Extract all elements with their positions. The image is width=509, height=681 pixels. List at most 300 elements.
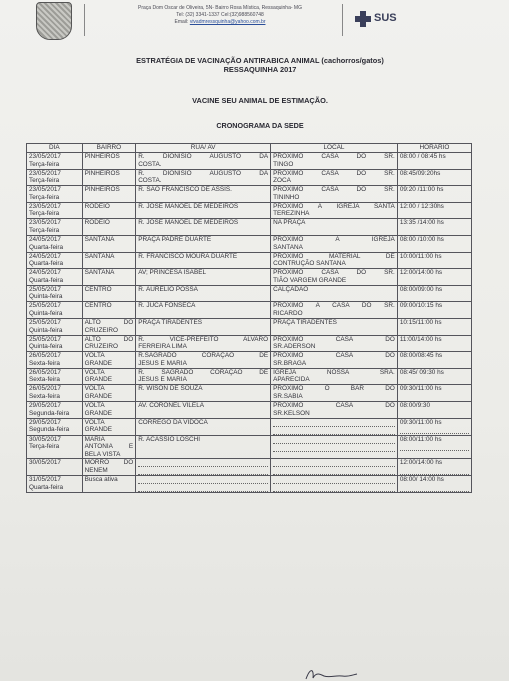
cell-dia-line: 25/05/2017 (29, 302, 61, 310)
cell-bairro (82, 318, 136, 335)
cell-horario-text: 09:30/11:00 hs (399, 385, 442, 393)
cell-horario (397, 401, 471, 418)
blank-line (273, 477, 395, 484)
cell-rua-line: R. SAGRADO CORAÇÃO DE (138, 368, 269, 376)
cell-horario-text: 12:00 / 12:30hs (399, 202, 444, 210)
cell-dia-line: Terça-feira (29, 177, 60, 185)
cell-dia (27, 418, 83, 435)
cell-bairro (82, 435, 136, 459)
cell-dia-line: 24/05/2017 (29, 235, 61, 243)
header-phone: Tel: (32) 3341-1337 Cel:(32)988560748 (176, 12, 264, 18)
cell-bairro-line: Busca ativa (84, 476, 118, 484)
cell-local-line: IGREJA NOSSA SRA. (273, 368, 395, 376)
cell-rua-line: R. JUCA FONSECA (138, 302, 196, 310)
cell-bairro-line: NENEM (84, 466, 108, 474)
cell-bairro (82, 335, 136, 352)
cell-dia-line: Quarta-feira (29, 243, 64, 251)
cell-bairro (82, 368, 136, 385)
cell-dia-line: Quinta-feira (29, 309, 63, 317)
document-title (110, 56, 410, 74)
cell-dia-line: 30/05/2017 (29, 435, 61, 443)
cell-local-line: PROXIMO CASA DO (273, 335, 395, 343)
cell-local-line: PROXIMO CASA DO SR. (273, 269, 395, 277)
cell-local-line: SR.KELSON (273, 409, 310, 417)
cell-bairro-line: MARIA (84, 435, 105, 443)
cell-horario (397, 318, 471, 335)
cell-rua-line: R.SAGRADO CORAÇÃO DE (138, 352, 269, 360)
cell-horario (397, 186, 471, 203)
header-divider-right (342, 4, 343, 36)
cell-dia (27, 459, 83, 476)
cell-local (271, 476, 398, 493)
cell-rua (136, 418, 271, 435)
municipal-crest-icon (36, 2, 72, 40)
header-email-label: Email: (174, 19, 189, 25)
blank-line (273, 428, 395, 435)
table-row (27, 302, 472, 319)
cell-bairro-line: SANTANA (84, 269, 115, 277)
cell-rua-line: FERREIRA LIMA (138, 343, 187, 351)
cell-rua-line: R. JOSE MANOEL DE MEDEIROS (138, 202, 239, 210)
document-title-line1: ESTRATÉGIA DE VACINAÇÃO ANTIRABICA ANIMAL (cachorros/gatos) (136, 56, 384, 65)
table-row (27, 368, 472, 385)
cell-dia (27, 269, 83, 286)
cell-local-line: PROXIMO CASA DO SR. (273, 153, 395, 160)
cell-rua-line: COSTA. (138, 177, 162, 185)
cell-rua (136, 368, 271, 385)
header-email: vivadmressquinha@yahoo.com.br (189, 19, 266, 25)
cell-rua-line: JESUS E MARIA (138, 376, 187, 384)
cell-bairro (82, 153, 136, 170)
header-address: Praça Dom Oscar de Oliveira, 5N- Bairro Rosa Mística, Ressaquinha- MG (138, 5, 302, 11)
cell-dia (27, 352, 83, 369)
cell-local-line: ZOCA (273, 177, 291, 185)
cell-dia-line: Terça-feira (29, 226, 60, 234)
cell-bairro-line: RODEIO (84, 202, 110, 210)
cell-bairro-line: VOLTA (84, 368, 105, 376)
cell-bairro (82, 285, 136, 302)
document-title-line2: RESSAQUINHA 2017 (223, 65, 297, 74)
table-row (27, 169, 472, 186)
cell-horario (397, 385, 471, 402)
table-row (27, 235, 472, 252)
cell-rua-line: AV. CORONEL VILELA (138, 401, 205, 409)
cell-local-line: TEREZINHA (273, 210, 310, 218)
cell-dia-line: 31/05/2017 (29, 476, 61, 484)
cell-bairro-line: ALTO DO (84, 335, 134, 343)
cell-local (271, 401, 398, 418)
cell-horario-text: 12:00/14:00 hs (399, 269, 443, 277)
blank-line (400, 427, 469, 434)
table-row (27, 252, 472, 269)
cell-dia (27, 318, 83, 335)
blank-line (273, 420, 395, 427)
table-row (27, 476, 472, 493)
cell-dia-line: Quarta-feira (29, 483, 64, 491)
cell-bairro (82, 252, 136, 269)
sus-cross-icon (355, 11, 371, 27)
cell-dia-line: 23/05/2017 (29, 202, 61, 210)
cell-horario-text: 08:00 /10:00 hs (399, 235, 444, 243)
cell-bairro (82, 385, 136, 402)
cell-dia-line: Terça-feira (29, 210, 60, 218)
blank-line (400, 468, 469, 475)
cell-dia-line: 25/05/2017 (29, 318, 61, 326)
cell-horario-text: 09:20 /11:00 hs (399, 186, 444, 194)
cell-bairro-line: BELA VISTA (84, 450, 121, 458)
table-row (27, 285, 472, 302)
blank-line (273, 468, 395, 475)
blank-line (138, 468, 268, 475)
cell-bairro-line: VOLTA (84, 385, 105, 393)
cell-dia-line: 23/05/2017 (29, 153, 61, 160)
cell-bairro (82, 235, 136, 252)
cell-rua (136, 435, 271, 459)
cell-dia-line: Segunda-feira (29, 426, 70, 434)
table-header-row (27, 144, 472, 153)
cell-dia (27, 285, 83, 302)
column-header-local: LOCAL (271, 144, 398, 153)
cell-dia-line: 26/05/2017 (29, 385, 61, 393)
cell-local (271, 235, 398, 252)
cell-horario (397, 169, 471, 186)
cell-horario-text: 08:00/08:45 hs (399, 352, 443, 360)
cell-rua (136, 318, 271, 335)
cell-bairro-line: RODEIO (84, 219, 110, 227)
cell-horario-text: 08:00/11:00 hs (399, 435, 442, 443)
cell-bairro-line: GRANDE (84, 426, 112, 434)
cell-local-line: SR.SABIA (273, 392, 303, 400)
document-subtitle: VACINE SEU ANIMAL DE ESTIMAÇÃO. (192, 96, 328, 105)
cell-bairro-line: CENTRO (84, 302, 112, 310)
cell-horario-text: 13:35 /14:00 hs (399, 219, 444, 227)
column-header-bairro: BAIRRO (82, 144, 136, 153)
cell-horario-text: 08:00/9:30 (399, 401, 431, 409)
table-row (27, 418, 472, 435)
cell-horario (397, 352, 471, 369)
cell-horario-text: 08:45/ 09:30 hs (399, 368, 444, 376)
cell-dia-line: Quinta-feira (29, 326, 63, 334)
cell-local (271, 335, 398, 352)
cell-horario-text: 10:15/11:00 hs (399, 318, 442, 326)
cell-local (271, 352, 398, 369)
cell-horario (397, 269, 471, 286)
cell-rua (136, 335, 271, 352)
table-row (27, 153, 472, 170)
cell-horario (397, 476, 471, 493)
table-row (27, 459, 472, 476)
cell-local (271, 169, 398, 186)
cell-bairro (82, 219, 136, 236)
cell-dia-line: Sexta-feira (29, 359, 60, 367)
cell-local (271, 186, 398, 203)
cell-dia (27, 186, 83, 203)
cell-rua-line: PRAÇA PADRE DUARTE (138, 235, 212, 243)
cell-local-line: PROXIMO A IGREJA (273, 235, 395, 243)
cell-dia-line: 23/05/2017 (29, 169, 61, 177)
cell-local (271, 418, 398, 435)
cell-local (271, 153, 398, 170)
cell-bairro-line: VOLTA (84, 418, 105, 426)
blank-line (273, 437, 395, 444)
cell-local-line: CONTRUÇÃO SANTANA (273, 260, 346, 268)
cell-local (271, 385, 398, 402)
cell-local (271, 435, 398, 459)
cell-horario (397, 368, 471, 385)
table-row (27, 219, 472, 236)
cell-horario-text: 08:00/09:00 hs (399, 285, 443, 293)
cell-rua-line: R. VICE-PREFEITO ALVARO (138, 335, 269, 343)
cell-dia (27, 401, 83, 418)
cell-bairro-line: PINHEIROS (84, 153, 120, 160)
cell-horario (397, 285, 471, 302)
cell-local-line: NA PRAÇA (273, 219, 306, 227)
cell-bairro-line: PINHEIROS (84, 186, 120, 194)
cell-dia-line: Quinta-feira (29, 293, 63, 301)
cell-horario (397, 153, 471, 170)
cell-horario-text: 09:30/11:00 hs (399, 418, 442, 426)
cell-local-line: TIÃO VARGEM GRANDE (273, 276, 347, 284)
cell-local-line: PROXIMO CASA DO (273, 352, 395, 360)
cell-local-line: TININHO (273, 193, 300, 201)
cell-bairro-line: CENTRO (84, 285, 112, 293)
cell-rua-line: R. DIONISIO AUGUSTO DA (138, 153, 269, 160)
cell-local-line: CALÇADÃO (273, 285, 309, 293)
cell-rua (136, 302, 271, 319)
cell-dia (27, 153, 83, 170)
cell-rua-line: COSTA. (138, 160, 162, 168)
cell-rua (136, 153, 271, 170)
cell-bairro (82, 302, 136, 319)
cell-dia (27, 385, 83, 402)
cell-horario (397, 219, 471, 236)
cell-local-line: PROXIMO CASA DO SR. (273, 169, 395, 177)
cell-bairro (82, 401, 136, 418)
cell-bairro (82, 418, 136, 435)
cell-rua (136, 476, 271, 493)
cell-rua-line: AV; PRINCESA ISABEL (138, 269, 207, 277)
letterhead (0, 0, 509, 40)
cell-dia-line: 29/05/2017 (29, 418, 61, 426)
cell-local (271, 202, 398, 219)
cell-dia-line: Terça-feira (29, 193, 60, 201)
section-title: CRONOGRAMA DA SEDE (216, 121, 304, 130)
cell-local (271, 219, 398, 236)
cell-rua (136, 235, 271, 252)
cell-bairro-line: CRUZEIRO (84, 326, 118, 334)
cell-bairro-line: CRUZEIRO (84, 343, 118, 351)
table-row (27, 186, 472, 203)
cell-bairro-line: ANTONIA E (84, 443, 134, 451)
cell-rua-line: PRAÇA TIRADENTES (138, 318, 202, 326)
cell-rua (136, 385, 271, 402)
cell-rua-line: R. DIONISIO AUGUSTO DA (138, 169, 269, 177)
column-header-horario: HORARIO (397, 144, 471, 153)
cell-dia (27, 169, 83, 186)
cell-bairro-line: ALTO DO (84, 318, 134, 326)
cell-horario-text: 08:00/ 14:00 hs (399, 476, 444, 484)
cell-local (271, 318, 398, 335)
cell-dia-line: Quarta-feira (29, 276, 64, 284)
cell-local-line: SR.BRAGA (273, 359, 307, 367)
blank-line (273, 460, 395, 467)
cell-bairro-line: GRANDE (84, 409, 112, 417)
cell-local-line: TINGO (273, 160, 294, 168)
cell-bairro (82, 202, 136, 219)
cell-local-line: RICARDO (273, 309, 303, 317)
cell-local-line: PROXIMO CASA DO (273, 401, 395, 409)
cell-bairro (82, 459, 136, 476)
cell-dia-line: 23/05/2017 (29, 219, 61, 227)
cell-horario-text: 08:45/09:20hs (399, 169, 441, 177)
cell-horario (397, 302, 471, 319)
cell-bairro (82, 269, 136, 286)
cell-horario-text: 12:00/14:00 hs (399, 459, 443, 467)
cell-dia (27, 219, 83, 236)
cell-local-line: SANTANA (273, 243, 303, 251)
signature (302, 666, 360, 681)
cell-bairro-line: GRANDE (84, 392, 112, 400)
cell-bairro-line: MORRO DO (84, 459, 134, 467)
cell-local-line: PRAÇA TIRADENTES (273, 318, 337, 326)
cell-horario (397, 335, 471, 352)
table-row (27, 435, 472, 459)
cell-local (271, 285, 398, 302)
cell-local-line: SR.ADERSON (273, 343, 316, 351)
cell-dia-line: 24/05/2017 (29, 269, 61, 277)
cell-bairro-line: VOLTA (84, 401, 105, 409)
cell-dia (27, 235, 83, 252)
cell-bairro-line: SANTANA (84, 252, 115, 260)
cell-bairro-line: SANTANA (84, 235, 115, 243)
cell-dia-line: Terça-feira (29, 443, 60, 451)
cell-dia-line: Sexta-feira (29, 376, 60, 384)
cell-dia (27, 335, 83, 352)
cell-dia-line: Sexta-feira (29, 392, 60, 400)
cell-rua (136, 186, 271, 203)
cell-dia-line: 26/05/2017 (29, 352, 61, 360)
header-email-line (90, 19, 350, 26)
cell-rua (136, 252, 271, 269)
blank-line (400, 485, 469, 492)
cell-rua (136, 202, 271, 219)
cell-horario-text: 10:00/11:00 hs (399, 252, 442, 260)
blank-line (138, 477, 268, 484)
table-row (27, 385, 472, 402)
cell-horario-text: 11:00/14:00 hs (399, 335, 442, 343)
table-row (27, 202, 472, 219)
cell-rua-line: R. ACASSIO LOSCHI (138, 435, 200, 443)
cell-rua-line: R. FRANCISCO MOURA DUARTE (138, 252, 238, 260)
cell-local-line: PROXIMO O BAR DO (273, 385, 395, 393)
cell-dia-line: Terça-feira (29, 160, 60, 168)
cell-rua-line: CORREGO DA VIDOCA (138, 418, 208, 426)
cell-rua-line: R. SÃO FRANCISCO DE ASSIS. (138, 186, 232, 194)
blank-line (400, 444, 469, 451)
cell-rua (136, 285, 271, 302)
cell-bairro (82, 476, 136, 493)
cell-rua-line: JESUS E MARIA (138, 359, 187, 367)
cell-rua-line: R. AURELIO POSSA (138, 285, 198, 293)
cell-dia-line: Quarta-feira (29, 260, 64, 268)
cell-rua (136, 269, 271, 286)
cell-bairro (82, 352, 136, 369)
cell-local-line: PROXIMO A CASA DO SR. (273, 302, 395, 310)
table-row (27, 401, 472, 418)
cell-local-line: APARECIDA (273, 376, 310, 384)
cell-bairro (82, 169, 136, 186)
column-header-dia: DIA (27, 144, 83, 153)
cell-horario (397, 435, 471, 459)
cell-rua-line: R. JOSE MANOEL DE MEDEIROS (138, 219, 239, 227)
cell-dia-line: Quinta-feira (29, 343, 63, 351)
blank-line (138, 485, 268, 492)
schedule-table (26, 143, 472, 493)
cell-horario (397, 235, 471, 252)
cell-dia (27, 368, 83, 385)
cell-dia-line: 25/05/2017 (29, 335, 61, 343)
cell-dia (27, 252, 83, 269)
header-divider (84, 4, 85, 36)
table-row (27, 335, 472, 352)
cell-bairro-line: VOLTA (84, 352, 105, 360)
cell-horario (397, 252, 471, 269)
table-row (27, 352, 472, 369)
cell-horario (397, 459, 471, 476)
cell-dia-line: Segunda-feira (29, 409, 70, 417)
cell-rua (136, 401, 271, 418)
cell-local-line: PROXIMO MATERIAL DE (273, 252, 395, 260)
cell-dia-line: 26/05/2017 (29, 368, 61, 376)
cell-horario-text: 08:00 / 08:45 hs (399, 153, 446, 160)
cell-dia (27, 202, 83, 219)
cell-rua (136, 352, 271, 369)
cell-bairro-line: GRANDE (84, 359, 112, 367)
blank-line (273, 485, 395, 492)
cell-bairro-line: GRANDE (84, 376, 112, 384)
cell-local (271, 269, 398, 286)
cell-horario (397, 202, 471, 219)
cell-rua (136, 169, 271, 186)
cell-dia-line: 25/05/2017 (29, 285, 61, 293)
blank-line (138, 460, 268, 467)
cell-dia-line: 30/05/2017 (29, 459, 61, 467)
cell-dia (27, 302, 83, 319)
cell-local (271, 459, 398, 476)
cell-rua-line: R. WISON DE SOUZA (138, 385, 203, 393)
cell-local-line: PROXIMO CASA DO SR. (273, 186, 395, 194)
cell-local-line: PROXIMO A IGREJA SANTA (273, 202, 395, 210)
cell-bairro-line: PINHEIROS (84, 169, 120, 177)
blank-line (273, 445, 395, 452)
cell-dia-line: 29/05/2017 (29, 401, 61, 409)
cell-dia-line: 24/05/2017 (29, 252, 61, 260)
cell-horario-text: 09:00/10:15 hs (399, 302, 443, 310)
cell-local (271, 302, 398, 319)
cell-rua (136, 459, 271, 476)
cell-bairro (82, 186, 136, 203)
cell-dia-line: 23/05/2017 (29, 186, 61, 194)
cell-dia (27, 435, 83, 459)
cell-local (271, 252, 398, 269)
column-header-rua: RUA/ AV (136, 144, 271, 153)
cell-local (271, 368, 398, 385)
letterhead-text (90, 5, 350, 26)
sus-logo-text: SUS (374, 12, 397, 24)
table-row (27, 318, 472, 335)
cell-dia (27, 476, 83, 493)
cell-rua (136, 219, 271, 236)
